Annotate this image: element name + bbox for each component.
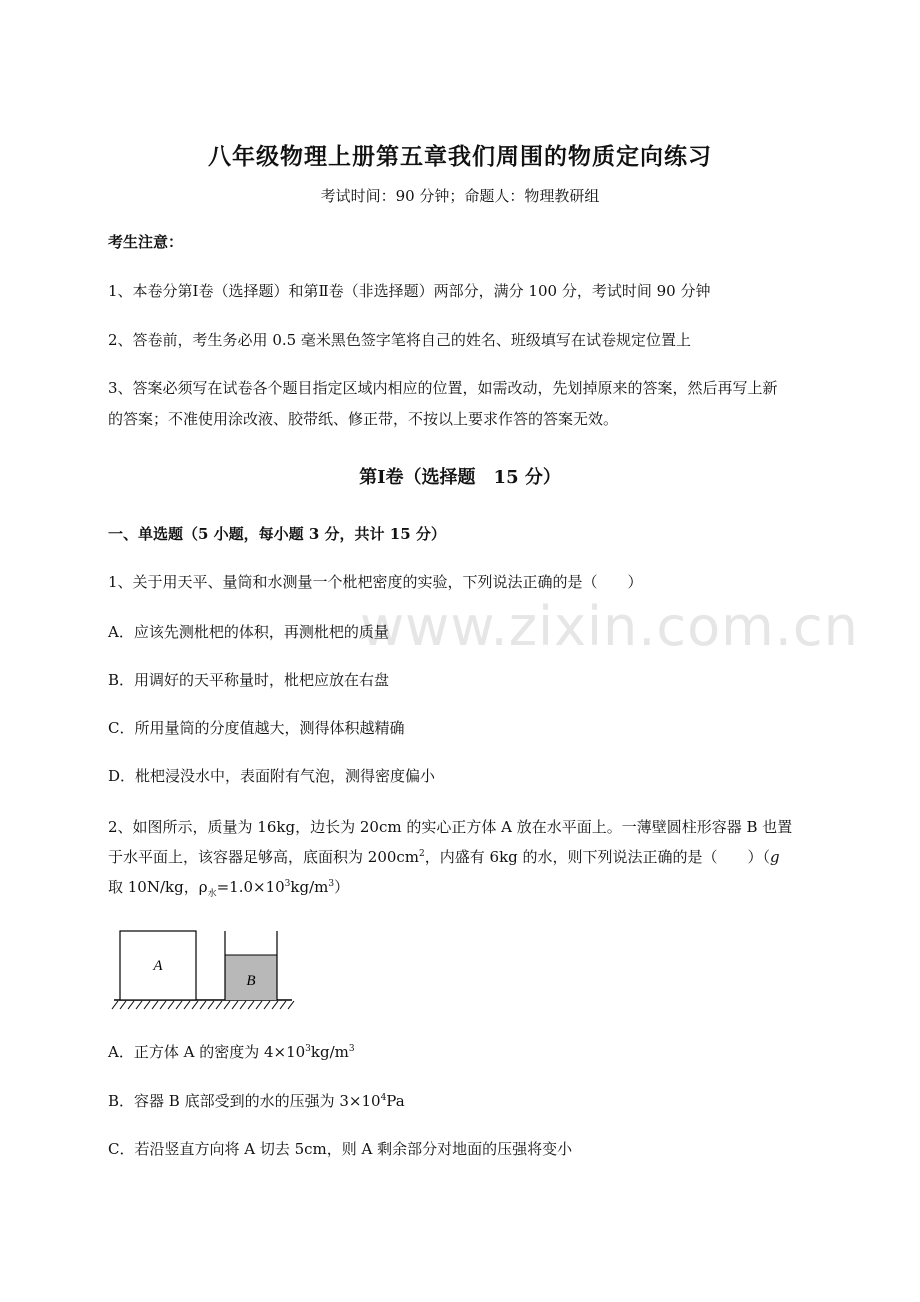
question-2-stem-line-1: 2、如图所示，质量为 16kg，边长为 20cm 的实心正方体 A 放在水平面上。一薄壁圆柱形容器 B 也置 [108, 818, 793, 836]
question-1-option-a: A．应该先测枇杷的体积，再测枇杷的质量 [108, 623, 389, 641]
notice-item-1: 1、本卷分第Ⅰ卷（选择题）和第Ⅱ卷（非选择题）两部分，满分 100 分，考试时间 90 分钟 [108, 282, 711, 300]
page-title: 八年级物理上册第五章我们周围的物质定向练习 [208, 143, 712, 170]
question-2-option-a: A．正方体 A 的密度为 $4\times 10^3kg/m^3$ [108, 1043, 355, 1061]
question-2-figure [108, 925, 298, 1015]
container-b-label: B [246, 973, 256, 989]
question-2-stem-line-2: 于水平面上，该容器足够高，底面积为 $200cm^2$，内盛有 6kg 的水，则下列说法正确的是（ ）（g [108, 848, 780, 866]
page-subtitle: 考试时间：90 分钟；命题人：物理教研组 [320, 187, 600, 205]
question-1-option-b: B．用调好的天平称量时，枇杷应放在右盘 [108, 671, 390, 689]
notice-item-2: 2、答卷前，考生务必用 0.5 毫米黑色签字笔将自己的姓名、班级填写在试卷规定位置上 [108, 331, 691, 349]
notice-item-3-line-2: 的答案；不准使用涂改液、胶带纸、修正带，不按以上要求作答的答案无效。 [108, 410, 619, 428]
question-2-option-b: B．容器 B 底部受到的水的压强为 $3\times 10^4Pa$ [108, 1092, 405, 1110]
cube-a-label: A [153, 958, 163, 974]
question-2-stem-line-3: 取 10N/kg，$\rho_水=1.0\times 10^3kg/m^3$） [108, 878, 350, 899]
part-heading: 一、单选题（5 小题，每小题 3 分，共计 15 分） [108, 525, 446, 543]
question-2-option-c: C．若沿竖直方向将 A 切去 5cm，则 A 剩余部分对地面的压强将变小 [108, 1140, 573, 1158]
notice-heading: 考生注意： [108, 233, 184, 251]
ground-hatch [112, 1001, 294, 1009]
watermark: www.zixin.com.cn [360, 595, 859, 658]
question-1-option-d: D．枇杷浸没水中，表面附有气泡，测得密度偏小 [108, 767, 436, 785]
notice-item-3-line-1: 3、答案必须写在试卷各个题目指定区域内相应的位置，如需改动，先划掉原来的答案，然后再写上新 [108, 379, 778, 397]
question-1-stem: 1、关于用天平、量筒和水测量一个枇杷密度的实验，下列说法正确的是（ ） [108, 573, 643, 591]
question-1-option-c: C．所用量筒的分度值越大，测得体积越精确 [108, 719, 405, 737]
section-title: 第Ⅰ卷（选择题 15 分） [359, 467, 561, 488]
